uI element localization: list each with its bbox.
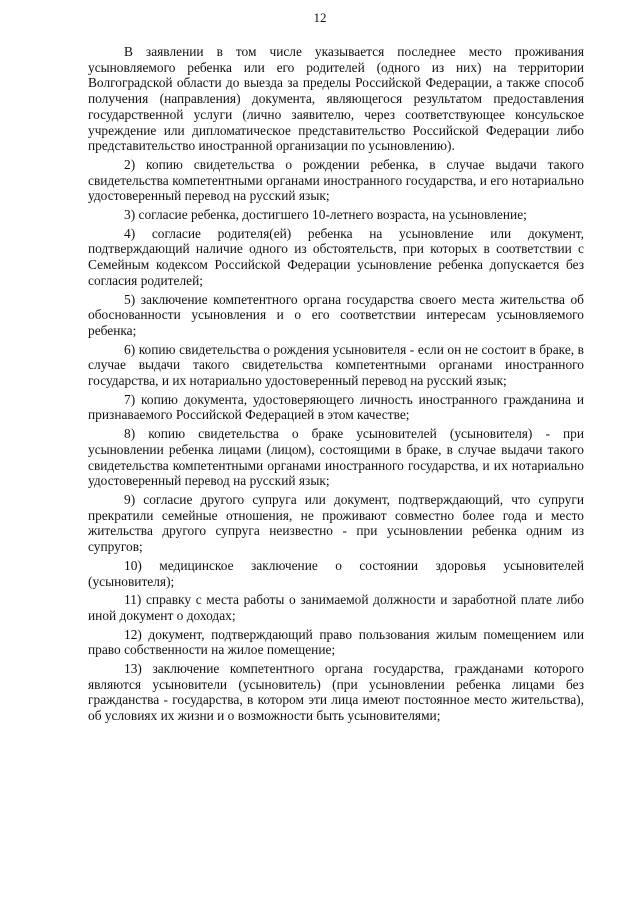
paragraph-4: 4) согласие родителя(ей) ребенка на усыновление или документ, подтверждающий наличие одного из обстоятельств, при которых в соответствии с Семейным кодексом Российской Федерации усыновление ребенка допускается без согласия родителей;	[88, 225, 584, 288]
paragraph-3: 3) согласие ребенка, достигшего 10-летнего возраста, на усыновление;	[124, 207, 527, 223]
paragraph-13: 13) заключение компетентного органа государства, гражданами которого являются усыновители (усыновитель) (при усыновлении ребенка лицами без гражданства - государства, в котором эти лица имеют постоянное место жительства), об условиях их жизни и о возможности быть усыновителями;	[88, 661, 584, 724]
paragraph-8: 8) копию свидетельства о браке усыновителей (усыновителя) - при усыновлении ребенка лицами (лицом), состоящими в браке, в случае выдачи такого свидетельства компетентными органами иностранного государства, и их нотариально удостоверенный перевод на русский язык;	[88, 426, 584, 489]
paragraph-11: 11) справку с места работы о занимаемой должности и заработной плате либо иной документ о доходах;	[88, 592, 584, 623]
paragraph-9: 9) согласие другого супруга или документ, подтверждающий, что супруги прекратили семейные отношения, не проживают совместно более года и место жительства другого супруга неизвестно - при усыновлении ребенка одним из супругов;	[88, 491, 584, 555]
paragraph-12: 12) документ, подтверждающий право пользования жилым помещением или право собственности на жилое помещение;	[88, 626, 584, 658]
page-number: 12	[313, 10, 327, 25]
paragraph-1: В заявлении в том числе указывается последнее место проживания усыновляемого ребенка или его родителей (одного из них) на территории Волгоградской области до выезда за пределы Российской Федерации, а также способ получения (направления) документа, являющегося результатом предоставления государственной услуги (лично заявителю, через соответствующее консульское учреждение или дипломатическое представительство Российской Федерации либо представительство иностранной организации по усыновлению).	[88, 44, 584, 154]
paragraph-7: 7) копию документа, удостоверяющего личность иностранного гражданина и признаваемого Российской Федерацией в этом качестве;	[88, 391, 584, 423]
paragraph-2: 2) копию свидетельства о рождении ребенка, в случае выдачи такого свидетельства компетентными органами иностранного государства, и его нотариально удостоверенный перевод на русский язык;	[88, 156, 584, 204]
paragraph-10: 10) медицинское заключение о состоянии здоровья усыновителей (усыновителя);	[88, 557, 584, 589]
paragraph-6: 6) копию свидетельства о рождения усыновителя - если он не состоит в браке, в случае выдачи такого свидетельства компетентными органами иностранного государства, и их нотариально удостоверенный перевод на русский язык;	[88, 341, 584, 389]
paragraph-5: 5) заключение компетентного органа государства своего места жительства об обоснованности усыновления и о его соответствии интересам усыновляемого ребенка;	[88, 291, 584, 338]
document-body	[88, 44, 584, 724]
